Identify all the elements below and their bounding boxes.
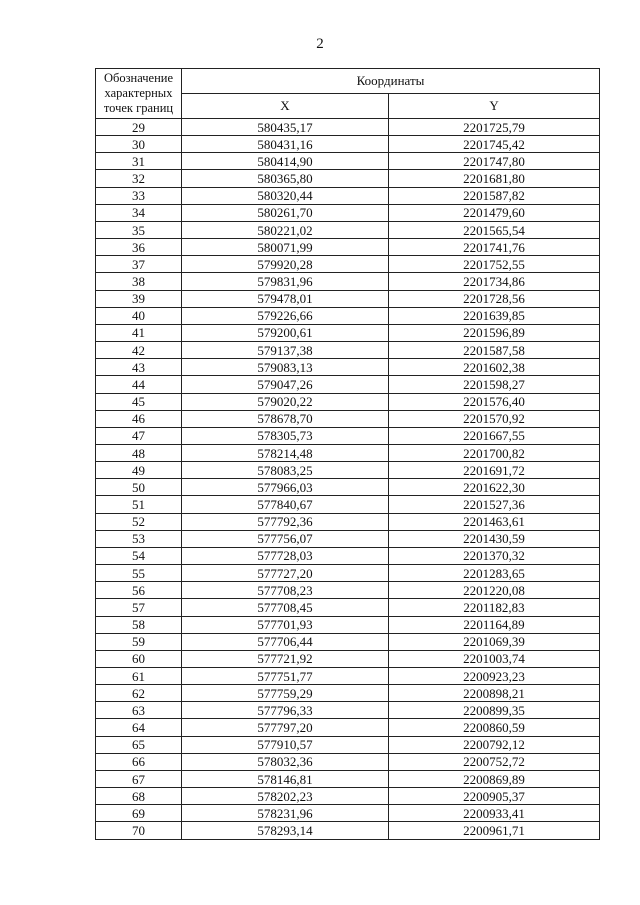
x-cell: 579047,26: [182, 376, 389, 393]
x-cell: 580365,80: [182, 170, 389, 187]
table-header: [96, 69, 600, 119]
point-cell: 70: [96, 822, 182, 839]
y-column-header: Y: [389, 94, 600, 119]
table-row: [96, 136, 600, 153]
x-cell: 580435,17: [182, 119, 389, 136]
table-row: [96, 496, 600, 513]
point-cell: 31: [96, 153, 182, 170]
y-cell: 2200961,71: [389, 822, 600, 839]
table-row: [96, 273, 600, 290]
point-cell: 43: [96, 359, 182, 376]
coordinates-header: Координаты: [182, 69, 600, 94]
y-cell: 2201741,76: [389, 239, 600, 256]
table-row: [96, 599, 600, 616]
x-cell: 577706,44: [182, 633, 389, 650]
point-cell: 33: [96, 187, 182, 204]
y-cell: 2201587,82: [389, 187, 600, 204]
y-cell: 2201576,40: [389, 393, 600, 410]
point-cell: 59: [96, 633, 182, 650]
table-row: [96, 376, 600, 393]
table-row: [96, 616, 600, 633]
point-cell: 51: [96, 496, 182, 513]
point-cell: 37: [96, 256, 182, 273]
y-cell: 2201370,32: [389, 547, 600, 564]
point-cell: 56: [96, 582, 182, 599]
point-cell: 54: [96, 547, 182, 564]
point-cell: 67: [96, 770, 182, 787]
x-cell: 578231,96: [182, 805, 389, 822]
point-cell: 45: [96, 393, 182, 410]
y-cell: 2201164,89: [389, 616, 600, 633]
point-cell: 60: [96, 650, 182, 667]
x-cell: 580071,99: [182, 239, 389, 256]
table-row: [96, 239, 600, 256]
y-cell: 2201728,56: [389, 290, 600, 307]
point-cell: 61: [96, 668, 182, 685]
x-cell: 577966,03: [182, 479, 389, 496]
y-cell: 2200923,23: [389, 668, 600, 685]
y-cell: 2200899,35: [389, 702, 600, 719]
x-cell: 578202,23: [182, 788, 389, 805]
y-cell: 2201587,58: [389, 342, 600, 359]
y-cell: 2201069,39: [389, 633, 600, 650]
x-cell: 577840,67: [182, 496, 389, 513]
x-cell: 580261,70: [182, 204, 389, 221]
point-cell: 55: [96, 565, 182, 582]
x-cell: 580414,90: [182, 153, 389, 170]
x-cell: 578214,48: [182, 444, 389, 461]
table-row: [96, 753, 600, 770]
y-cell: 2200792,12: [389, 736, 600, 753]
table-row: [96, 685, 600, 702]
point-cell: 48: [96, 444, 182, 461]
y-cell: 2201725,79: [389, 119, 600, 136]
x-cell: 579831,96: [182, 273, 389, 290]
table-row: [96, 513, 600, 530]
point-cell: 62: [96, 685, 182, 702]
x-cell: 577797,20: [182, 719, 389, 736]
table-row: [96, 410, 600, 427]
table-row: [96, 805, 600, 822]
y-cell: 2201182,83: [389, 599, 600, 616]
table-row: [96, 153, 600, 170]
x-cell: 577759,29: [182, 685, 389, 702]
coordinates-table: [95, 68, 600, 840]
y-cell: 2201479,60: [389, 204, 600, 221]
x-cell: 577701,93: [182, 616, 389, 633]
point-cell: 41: [96, 324, 182, 341]
y-cell: 2201565,54: [389, 221, 600, 238]
table-row: [96, 307, 600, 324]
x-cell: 577727,20: [182, 565, 389, 582]
x-cell: 579200,61: [182, 324, 389, 341]
x-cell: 577910,57: [182, 736, 389, 753]
point-cell: 69: [96, 805, 182, 822]
x-cell: 577792,36: [182, 513, 389, 530]
y-cell: 2200860,59: [389, 719, 600, 736]
table-row: [96, 530, 600, 547]
point-cell: 64: [96, 719, 182, 736]
table-row: [96, 170, 600, 187]
x-cell: 580320,44: [182, 187, 389, 204]
y-cell: 2201430,59: [389, 530, 600, 547]
point-cell: 47: [96, 427, 182, 444]
point-cell: 50: [96, 479, 182, 496]
x-cell: 578032,36: [182, 753, 389, 770]
y-cell: 2201734,86: [389, 273, 600, 290]
table-row: [96, 256, 600, 273]
point-cell: 42: [96, 342, 182, 359]
y-cell: 2201745,42: [389, 136, 600, 153]
x-cell: 577708,23: [182, 582, 389, 599]
x-cell: 577728,03: [182, 547, 389, 564]
x-cell: 578083,25: [182, 462, 389, 479]
x-cell: 577751,77: [182, 668, 389, 685]
table-row: [96, 650, 600, 667]
y-cell: 2201220,08: [389, 582, 600, 599]
x-cell: 579137,38: [182, 342, 389, 359]
table-row: [96, 359, 600, 376]
point-cell: 39: [96, 290, 182, 307]
point-cell: 49: [96, 462, 182, 479]
table-row: [96, 479, 600, 496]
y-cell: 2201681,80: [389, 170, 600, 187]
x-cell: 578305,73: [182, 427, 389, 444]
x-cell: 578678,70: [182, 410, 389, 427]
table-row: [96, 719, 600, 736]
table-row: [96, 342, 600, 359]
point-cell: 38: [96, 273, 182, 290]
point-cell: 34: [96, 204, 182, 221]
table-row: [96, 221, 600, 238]
table-row: [96, 788, 600, 805]
point-cell: 40: [96, 307, 182, 324]
point-cell: 63: [96, 702, 182, 719]
y-cell: 2201570,92: [389, 410, 600, 427]
table-row: [96, 547, 600, 564]
point-cell: 30: [96, 136, 182, 153]
x-column-header: X: [182, 94, 389, 119]
x-cell: 579226,66: [182, 307, 389, 324]
table-row: [96, 290, 600, 307]
point-cell: 35: [96, 221, 182, 238]
y-cell: 2201667,55: [389, 427, 600, 444]
point-cell: 32: [96, 170, 182, 187]
y-cell: 2201463,61: [389, 513, 600, 530]
table-row: [96, 565, 600, 582]
point-cell: 66: [96, 753, 182, 770]
y-cell: 2201700,82: [389, 444, 600, 461]
x-cell: 579920,28: [182, 256, 389, 273]
y-cell: 2201527,36: [389, 496, 600, 513]
x-cell: 579020,22: [182, 393, 389, 410]
point-cell: 65: [96, 736, 182, 753]
x-cell: 577756,07: [182, 530, 389, 547]
y-cell: 2201602,38: [389, 359, 600, 376]
x-cell: 578293,14: [182, 822, 389, 839]
point-cell: 46: [96, 410, 182, 427]
x-cell: 577708,45: [182, 599, 389, 616]
y-cell: 2201747,80: [389, 153, 600, 170]
table-body: [96, 119, 600, 840]
table-row: [96, 119, 600, 136]
table-row: [96, 668, 600, 685]
y-cell: 2200752,72: [389, 753, 600, 770]
y-cell: 2201752,55: [389, 256, 600, 273]
y-cell: 2201691,72: [389, 462, 600, 479]
y-cell: 2201639,85: [389, 307, 600, 324]
x-cell: 577721,92: [182, 650, 389, 667]
x-cell: 579083,13: [182, 359, 389, 376]
x-cell: 578146,81: [182, 770, 389, 787]
point-cell: 57: [96, 599, 182, 616]
y-cell: 2200905,37: [389, 788, 600, 805]
x-cell: 580221,02: [182, 221, 389, 238]
table-row: [96, 462, 600, 479]
point-cell: 52: [96, 513, 182, 530]
point-cell: 36: [96, 239, 182, 256]
y-cell: 2201003,74: [389, 650, 600, 667]
x-cell: 577796,33: [182, 702, 389, 719]
table-row: [96, 187, 600, 204]
y-cell: 2200869,89: [389, 770, 600, 787]
point-designation-header: Обозначение характерных точек границ: [96, 69, 182, 119]
y-cell: 2201622,30: [389, 479, 600, 496]
table-row: [96, 633, 600, 650]
table-row: [96, 324, 600, 341]
y-cell: 2201598,27: [389, 376, 600, 393]
table-row: [96, 702, 600, 719]
y-cell: 2200933,41: [389, 805, 600, 822]
point-cell: 44: [96, 376, 182, 393]
point-cell: 29: [96, 119, 182, 136]
table-row: [96, 736, 600, 753]
table-row: [96, 582, 600, 599]
y-cell: 2201596,89: [389, 324, 600, 341]
y-cell: 2201283,65: [389, 565, 600, 582]
y-cell: 2200898,21: [389, 685, 600, 702]
table-row: [96, 427, 600, 444]
table-row: [96, 770, 600, 787]
x-cell: 580431,16: [182, 136, 389, 153]
table-row: [96, 393, 600, 410]
page-number: 2: [316, 36, 324, 52]
point-cell: 68: [96, 788, 182, 805]
point-cell: 58: [96, 616, 182, 633]
point-cell: 53: [96, 530, 182, 547]
table-row: [96, 204, 600, 221]
x-cell: 579478,01: [182, 290, 389, 307]
table-row: [96, 822, 600, 839]
table-row: [96, 444, 600, 461]
